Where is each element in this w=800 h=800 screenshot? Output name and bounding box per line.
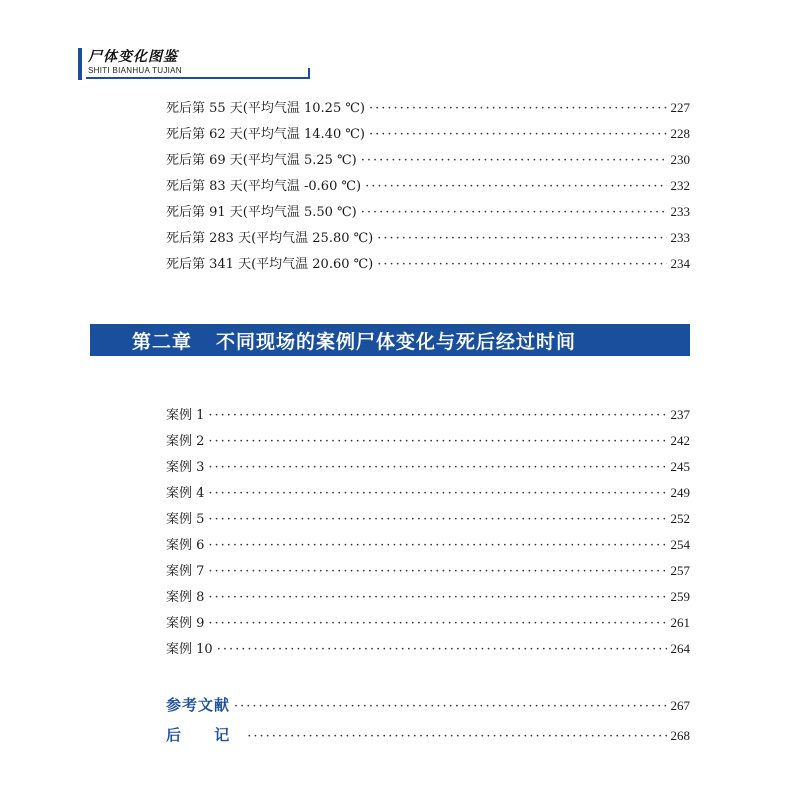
toc-leader-dots xyxy=(208,408,666,423)
header-vertical-bar xyxy=(78,48,82,80)
toc-entry-label: 死后第 83 天(平均气温 -0.60 ℃) xyxy=(166,179,362,194)
header-rule xyxy=(86,77,310,79)
toc-entry-label: 案例 7 xyxy=(166,564,205,579)
toc-leader-dots xyxy=(377,231,666,246)
toc-entry[interactable] xyxy=(166,586,690,612)
toc-entry-page: 242 xyxy=(670,433,690,448)
toc-entry-afterword[interactable] xyxy=(166,724,690,754)
toc-leader-dots xyxy=(208,564,666,579)
toc-entry-label: 案例 6 xyxy=(166,538,205,553)
toc-entry[interactable] xyxy=(166,97,690,123)
toc-entry[interactable] xyxy=(166,175,690,201)
toc-leader-dots xyxy=(208,486,666,501)
toc-entry-label: 案例 1 xyxy=(166,408,205,423)
toc-entry[interactable] xyxy=(166,430,690,456)
toc-leader-dots xyxy=(208,434,666,449)
toc-entry-page: 237 xyxy=(670,407,690,422)
toc-entry-label: 案例 10 xyxy=(166,642,213,657)
toc-entry-page: 257 xyxy=(670,563,690,578)
toc-entry[interactable] xyxy=(166,253,690,279)
toc-leader-dots xyxy=(361,205,667,220)
toc-leader-dots xyxy=(234,699,666,714)
toc-entry-page: 261 xyxy=(670,615,690,630)
toc-entry[interactable] xyxy=(166,227,690,253)
toc-entry-page: 234 xyxy=(670,256,690,271)
header-rule-tick xyxy=(308,68,310,79)
toc-leader-dots xyxy=(361,153,667,168)
afterword-label: 后 记 xyxy=(166,726,244,744)
references-label: 参考文献 xyxy=(166,696,231,714)
toc-entry-page: 264 xyxy=(670,641,690,656)
toc-entry-page: 259 xyxy=(670,589,690,604)
toc-entry[interactable] xyxy=(166,612,690,638)
toc-entry[interactable] xyxy=(166,404,690,430)
toc-entry[interactable] xyxy=(166,534,690,560)
toc-entry-label: 死后第 283 天(平均气温 25.80 ℃) xyxy=(166,231,374,246)
references-page: 267 xyxy=(670,698,690,713)
chapter-number: 第二章 xyxy=(132,330,193,353)
toc-entry-label: 死后第 91 天(平均气温 5.50 ℃) xyxy=(166,205,357,220)
toc-entry-page: 254 xyxy=(670,537,690,552)
toc-entry-label: 死后第 62 天(平均气温 14.40 ℃) xyxy=(166,127,365,142)
toc-entry-page: 252 xyxy=(670,511,690,526)
toc-entry-page: 230 xyxy=(670,152,690,167)
toc-entry-label: 案例 8 xyxy=(166,590,205,605)
toc-leader-dots xyxy=(208,512,666,527)
toc-leader-dots xyxy=(208,590,666,605)
toc-end-matter xyxy=(166,694,690,754)
toc-entry-page: 233 xyxy=(670,230,690,245)
toc-entry-page: 245 xyxy=(670,459,690,474)
toc-entry-label: 案例 3 xyxy=(166,460,205,475)
book-title: 尸体变化图鉴 xyxy=(88,49,178,65)
book-subtitle: SHITI BIANHUA TUJIAN xyxy=(88,66,182,75)
toc-leader-dots xyxy=(365,179,666,194)
toc-entry[interactable] xyxy=(166,482,690,508)
toc-entry-label: 案例 5 xyxy=(166,512,205,527)
toc-leader-dots xyxy=(208,616,666,631)
toc-entry-label: 死后第 69 天(平均气温 5.25 ℃) xyxy=(166,153,357,168)
toc-entry-label: 死后第 55 天(平均气温 10.25 ℃) xyxy=(166,101,365,116)
chapter-heading-banner[interactable] xyxy=(90,324,690,356)
toc-entry[interactable] xyxy=(166,508,690,534)
afterword-page: 268 xyxy=(670,728,690,743)
toc-entry-references[interactable] xyxy=(166,694,690,724)
toc-leader-dots xyxy=(247,729,666,744)
chapter-title: 不同现场的案例尸体变化与死后经过时间 xyxy=(216,330,577,353)
toc-entry-page: 233 xyxy=(670,204,690,219)
toc-entry-page: 227 xyxy=(670,100,690,115)
toc-entry[interactable] xyxy=(166,149,690,175)
toc-leader-dots xyxy=(208,538,666,553)
toc-entry[interactable] xyxy=(166,456,690,482)
toc-entry[interactable] xyxy=(166,560,690,586)
toc-entry-label: 案例 2 xyxy=(166,434,205,449)
toc-entry-page: 232 xyxy=(670,178,690,193)
toc-entry-page: 228 xyxy=(670,126,690,141)
toc-entry[interactable] xyxy=(166,123,690,149)
running-header xyxy=(78,46,314,80)
toc-entry-label: 死后第 341 天(平均气温 20.60 ℃) xyxy=(166,257,374,272)
toc-section-days xyxy=(166,97,690,279)
toc-entry-page: 249 xyxy=(670,485,690,500)
toc-entry-label: 案例 9 xyxy=(166,616,205,631)
toc-entry[interactable] xyxy=(166,638,690,664)
toc-leader-dots xyxy=(208,460,666,475)
toc-section-cases xyxy=(166,404,690,664)
toc-entry-label: 案例 4 xyxy=(166,486,205,501)
toc-leader-dots xyxy=(369,101,667,116)
toc-leader-dots xyxy=(377,257,666,272)
toc-entry[interactable] xyxy=(166,201,690,227)
toc-leader-dots xyxy=(217,642,667,657)
toc-leader-dots xyxy=(369,127,667,142)
